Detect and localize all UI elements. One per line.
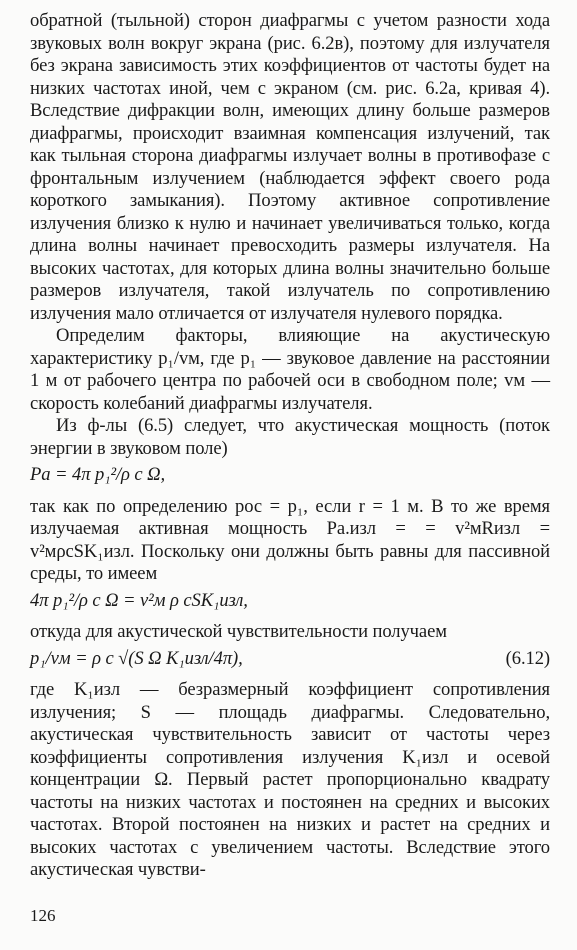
page-number: 126 xyxy=(30,906,56,925)
formula-power-balance xyxy=(30,590,550,613)
paragraph-acoustic-power: Из ф-лы (6.5) следует, что акустическая мощность (поток энергии в звуковом поле) xyxy=(30,415,550,459)
paragraph-radiated-power: так как по определению pос = p₁, если r = 1 м. В то же время излучаемая активная мощность Pа.изл = = v²мRизл = v²мρcSK₁изл. Поскольку они должны быть равны для пассивной среды, то имеем xyxy=(30,495,550,584)
paragraph-acoustic-characteristic: Определим факторы, влияющие на акустическую характеристику p₁/vм, где p₁ — звуковое давление на расстоянии 1 м от рабочего центра по рабочей оси в свободном поле; vм — скорость колебаний диафрагмы излучателя. xyxy=(30,325,550,414)
formula-sensitivity xyxy=(30,648,550,671)
formula-acoustic-power xyxy=(30,464,550,487)
formula-number: (6.12) xyxy=(505,647,550,669)
formula-power-balance-expression: 4π p₁²/ρ c Ω = v²м ρ cSK₁изл, xyxy=(30,589,248,611)
formula-acoustic-power-expression: Pа = 4π p₁²/ρ c Ω, xyxy=(30,464,166,485)
paragraph-coefficients: где K₁изл — безразмерный коэффициент сопротивления излучения; S — площадь диафрагмы. Следовательно, акустическая чувствительность зависит от частоты через коэффициенты сопротивления излучения K₁изл и осевой концентрации Ω. Первый растет пропорционально квадрату частоты на низких частотах и постоянен на средних и высоких частотах. Второй постоянен на низких и растет на средних и высоких частотах с увеличением частоты. Вследствие этого акустическая чувстви- xyxy=(30,679,550,880)
formula-sensitivity-expression: p₁/vм = ρ c √(S Ω K₁изл/4π), xyxy=(30,647,243,669)
paragraph-sensitivity-intro: откуда для акустической чувствительности получаем xyxy=(30,621,447,642)
paragraph-radiation-diffraction: обратной (тыльной) сторон диафрагмы с учетом разности хода звуковых волн вокруг экрана (рис. 6.2в), поэтому для излучателя без экрана зависимость этих коэффициентов от частоты будет на низких частотах иной, чем с экраном (см. рис. 6.2а, кривая 4). Вследствие дифракции волн, имеющих длину больше размеров диафрагмы, происходит взаимная компенсация излучений, так как тыльная сторона диафрагмы излучает волны в противофазе с фронтальным излучением (наблюдается эффект своего рода короткого замыкания). Поэтому активное сопротивление излучения близко к нулю и начинает увеличиваться только, когда длина волны начинает превосходить размеры излучателя. На высоких частотах, для которых длина волны значительно больше размеров излучателя, такой излучатель по сопротивлению излучения мало отличается от излучателя нулевого порядка. xyxy=(30,10,550,324)
page-text xyxy=(30,10,550,882)
